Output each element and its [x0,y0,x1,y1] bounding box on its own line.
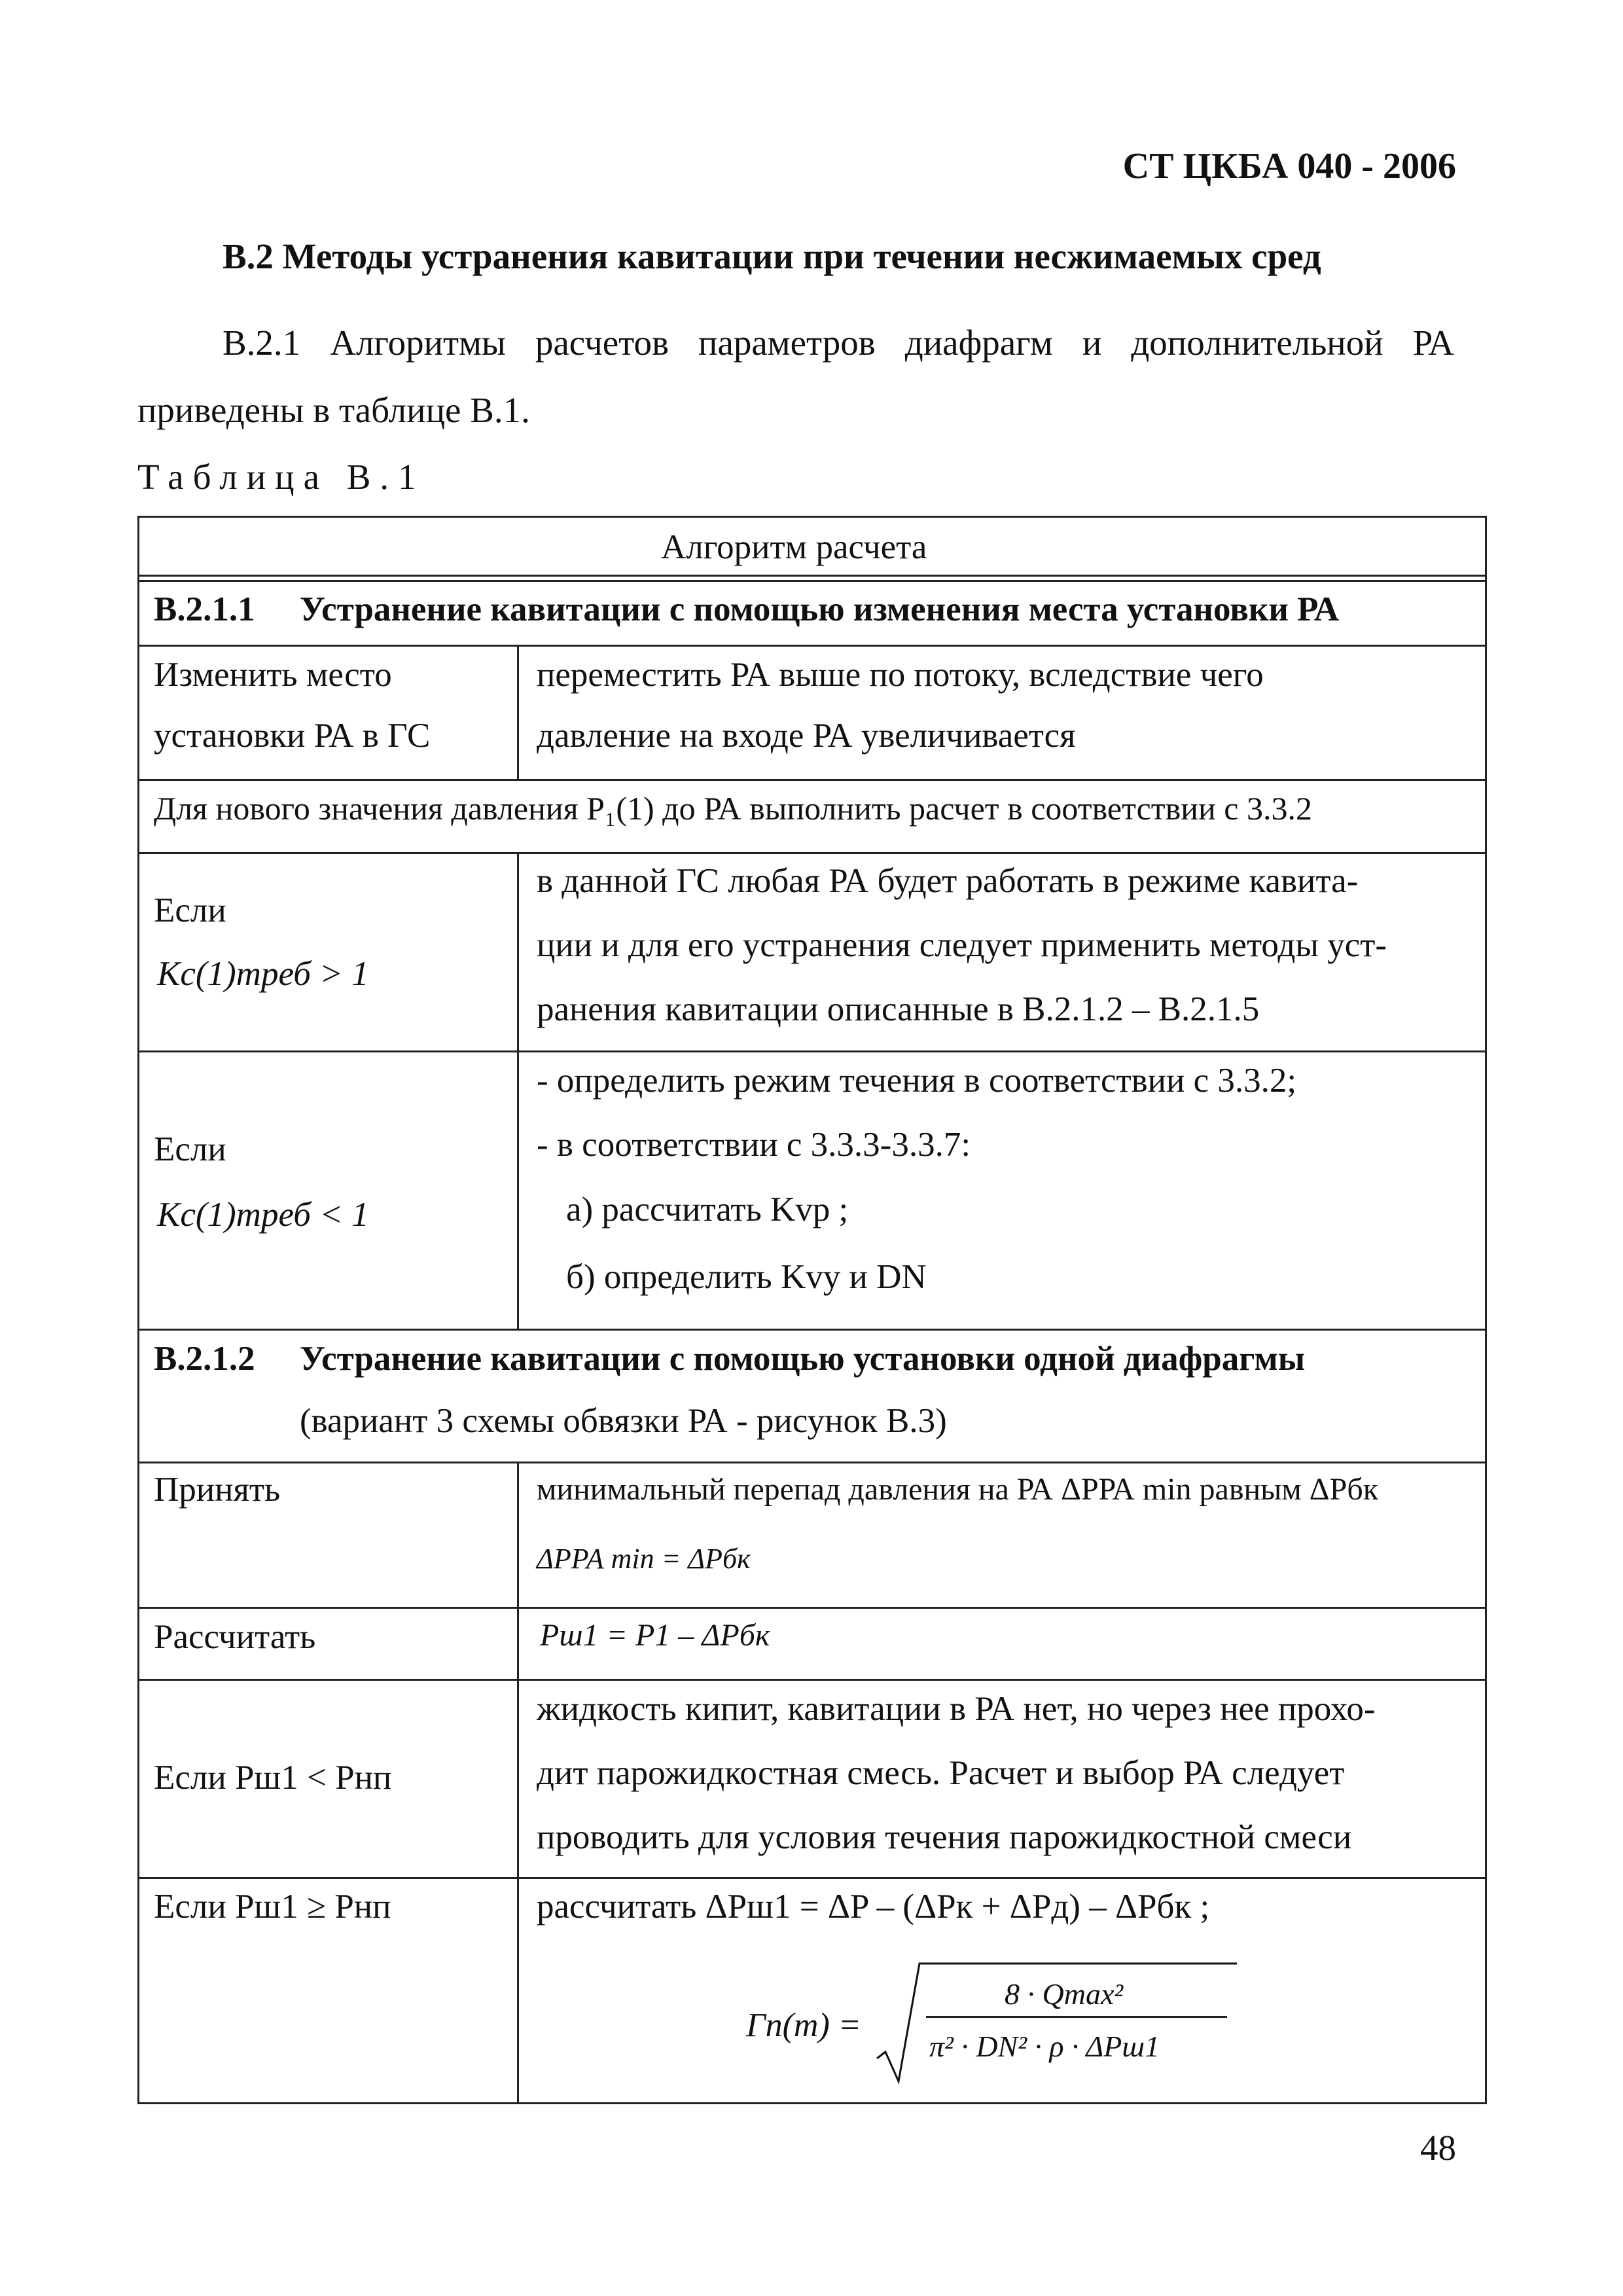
if1-left-1: Если [154,891,226,929]
col-divider-1 [517,645,519,779]
if4-left: Если Pш1 ≥ Pнп [154,1888,391,1926]
table-border-bottom [137,2102,1487,2104]
if1-right-2: ции и для его устранения следует применить методы уст- [537,926,1387,964]
table-border-top [137,516,1487,518]
paragraph-line-2: приведены в таблице В.1. [137,390,530,430]
rule-after-accept [137,1607,1487,1609]
rule-header-double [137,580,1487,582]
table-caption: Таблица В.1 [137,457,425,497]
s2-title: Устранение кавитации с помощью установки одной диафрагмы [300,1340,1306,1378]
fraction-bar [926,2016,1227,2018]
accept-label: Принять [154,1471,281,1509]
if1-right-1: в данной ГС любая РА будет работать в режиме кавита- [537,862,1359,900]
rule-after-calc [137,1679,1487,1681]
if3-left: Если Pш1 < Pнп [154,1759,392,1797]
document-id: СТ ЦКБА 040 - 2006 [1122,146,1456,187]
move-left-2: установки РА в ГС [154,717,431,755]
if3-right-2: дит парожидкостная смесь. Расчет и выбор РА следует [537,1754,1345,1792]
move-left-1: Изменить место [154,656,392,694]
s2-number: В.2.1.2 [154,1340,255,1378]
if2-right-3: а) рассчитать Kvp ; [566,1191,849,1229]
calc-formula: Pш1 = P1 – ΔPбк [540,1618,770,1653]
table-border-left [137,516,139,2104]
section-title: В.2 Методы устранения кавитации при течении несжимаемых сред [223,236,1321,276]
move-right-1: переместить РА выше по потоку, вследствие чего [537,656,1264,694]
table-header: Алгоритм расчета [661,528,927,566]
s1-number: В.2.1.1 [154,590,255,628]
if2-left-2: Kc(1)треб < 1 [157,1196,369,1234]
if2-right-2: - в соответствии с 3.3.3-3.3.7: [537,1126,971,1164]
formula-numerator: 8 · Qmax² [1005,1977,1124,2011]
rule-after-if1 [137,1050,1487,1052]
rule-after-header [137,575,1487,577]
paragraph-line-1: В.2.1 Алгоритмы расчетов параметров диафрагм и дополнительной РА [223,323,1454,363]
formula-lhs: Гп(т) = [746,2007,861,2044]
if2-left-1: Если [154,1130,226,1168]
rule-after-full-row [137,852,1487,854]
rule-after-if2 [137,1329,1487,1331]
table-border-right [1485,516,1487,2104]
if1-left-2: Kc(1)треб > 1 [157,955,369,993]
col-divider-2 [517,852,519,1329]
rule-after-s2-title [137,1462,1487,1463]
rule-after-move-row [137,779,1487,781]
if2-right-1: - определить режим течения в соответствии с 3.3.2; [537,1062,1297,1100]
accept-formula: ΔPРА min = ΔPбк [537,1543,751,1575]
calc-label: Рассчитать [154,1618,316,1656]
if2-right-4: б) определить Kvy и DN [566,1258,927,1296]
s1-title: Устранение кавитации с помощью изменения места установки РА [300,590,1340,628]
rule-after-if3 [137,1877,1487,1879]
formula-denominator: π² · DN² · ρ · ΔPш1 [929,2030,1160,2063]
if1-right-3: ранения кавитации описанные в В.2.1.2 – В.2.1.5 [537,990,1260,1028]
page-number: 48 [1420,2128,1456,2168]
accept-text: минимальный перепад давления на РА ΔPРА min равным ΔPбк [537,1472,1379,1507]
move-right-2: давление на входе РА увеличивается [537,717,1076,755]
if3-right-1: жидкость кипит, кавитации в РА нет, но через нее прохо- [537,1690,1376,1728]
col-divider-3 [517,1462,519,2102]
rule-after-s1-title [137,645,1487,647]
full-width-row: Для нового значения давления P₁(1) до РА выполнить расчет в соответствии с 3.3.2 [154,790,1312,827]
s2-subtitle: (вариант 3 схемы обвязки РА - рисунок В.3) [300,1402,947,1440]
if3-right-3: проводить для условия течения парожидкостной смеси [537,1818,1352,1856]
if4-right: рассчитать ΔPш1 = ΔP – (ΔPк + ΔPд) – ΔPбк ; [537,1888,1210,1926]
